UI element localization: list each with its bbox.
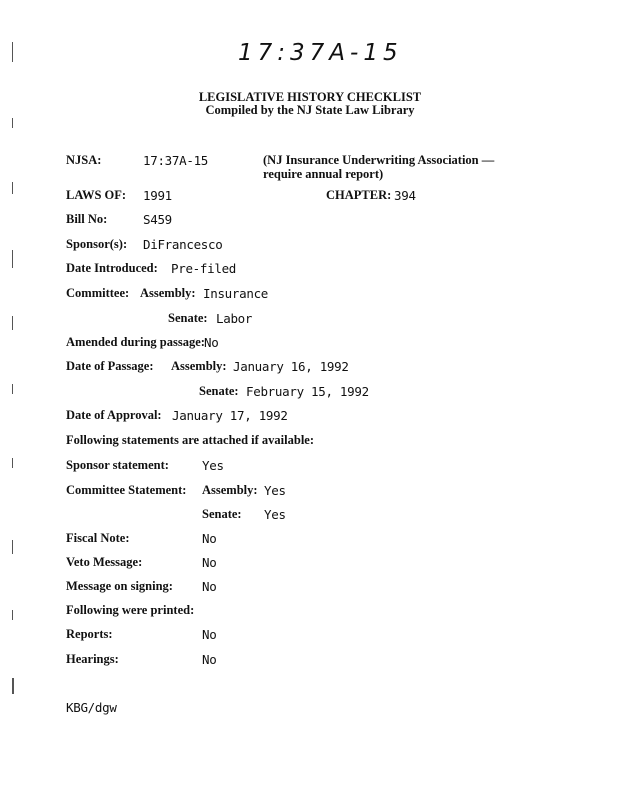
laws-of-value: 1991 xyxy=(143,188,172,203)
footer-initials: KBG/dgw xyxy=(66,700,117,715)
date-introduced-label: Date Introduced: xyxy=(66,261,158,275)
committee-label: Committee: xyxy=(66,286,130,300)
passage-assembly-value: January 16, 1992 xyxy=(233,359,349,374)
reports-label: Reports: xyxy=(66,627,113,641)
bill-label: Bill No: xyxy=(66,212,108,226)
fiscal-note-label: Fiscal Note: xyxy=(66,531,130,545)
sponsor-statement-label: Sponsor statement: xyxy=(66,458,169,472)
fiscal-note-value: No xyxy=(202,531,217,546)
laws-of-label: LAWS OF: xyxy=(66,188,127,202)
date-introduced-value: Pre-filed xyxy=(171,261,237,276)
handwritten-section-number: 17:37A-15 xyxy=(238,40,403,66)
passage-senate-label: Senate: xyxy=(199,384,239,398)
committee-assembly-label: Assembly: xyxy=(140,286,196,300)
njsa-description: (NJ Insurance Underwriting Association — require annual report) xyxy=(263,153,495,181)
veto-message-value: No xyxy=(202,555,217,570)
amended-label: Amended during passage: xyxy=(66,335,205,349)
margin-mark xyxy=(12,458,13,468)
approval-value: January 17, 1992 xyxy=(172,408,288,423)
sponsor-value: DiFrancesco xyxy=(143,237,223,252)
chapter-label: CHAPTER: xyxy=(326,188,392,202)
committee-statement-label: Committee Statement: xyxy=(66,483,187,497)
page-title: LEGISLATIVE HISTORY CHECKLIST xyxy=(198,90,422,104)
message-signing-value: No xyxy=(202,579,217,594)
committee-assembly-value: Insurance xyxy=(203,286,269,301)
margin-mark xyxy=(12,316,13,330)
passage-assembly-label: Assembly: xyxy=(171,359,227,373)
margin-mark xyxy=(12,118,13,128)
sponsor-label: Sponsor(s): xyxy=(66,237,128,251)
amended-value: No xyxy=(204,335,219,350)
committee-statement-assembly-label: Assembly: xyxy=(202,483,258,497)
margin-mark xyxy=(12,250,13,268)
committee-statement-assembly-value: Yes xyxy=(264,483,286,498)
margin-mark xyxy=(12,540,13,554)
njsa-label: NJSA: xyxy=(66,153,102,167)
passage-label: Date of Passage: xyxy=(66,359,154,373)
bill-value: S459 xyxy=(143,212,172,227)
committee-senate-value: Labor xyxy=(216,311,253,326)
committee-senate-label: Senate: xyxy=(168,311,208,325)
margin-mark xyxy=(12,42,13,62)
attached-heading: Following statements are attached if available: xyxy=(66,433,314,447)
reports-value: No xyxy=(202,627,217,642)
sponsor-statement-value: Yes xyxy=(202,458,224,473)
page-subtitle: Compiled by the NJ State Law Library xyxy=(205,103,415,117)
margin-mark xyxy=(12,182,13,194)
committee-statement-senate-value: Yes xyxy=(264,507,286,522)
hearings-value: No xyxy=(202,652,217,667)
margin-mark xyxy=(12,384,13,394)
committee-statement-senate-label: Senate: xyxy=(202,507,242,521)
margin-mark xyxy=(12,678,14,694)
approval-label: Date of Approval: xyxy=(66,408,162,422)
passage-senate-value: February 15, 1992 xyxy=(246,384,369,399)
margin-mark xyxy=(12,610,13,620)
njsa-value: 17:37A-15 xyxy=(143,153,209,168)
hearings-label: Hearings: xyxy=(66,652,119,666)
veto-message-label: Veto Message: xyxy=(66,555,143,569)
chapter-value: 394 xyxy=(394,188,416,203)
message-signing-label: Message on signing: xyxy=(66,579,173,593)
printed-heading: Following were printed: xyxy=(66,603,195,617)
